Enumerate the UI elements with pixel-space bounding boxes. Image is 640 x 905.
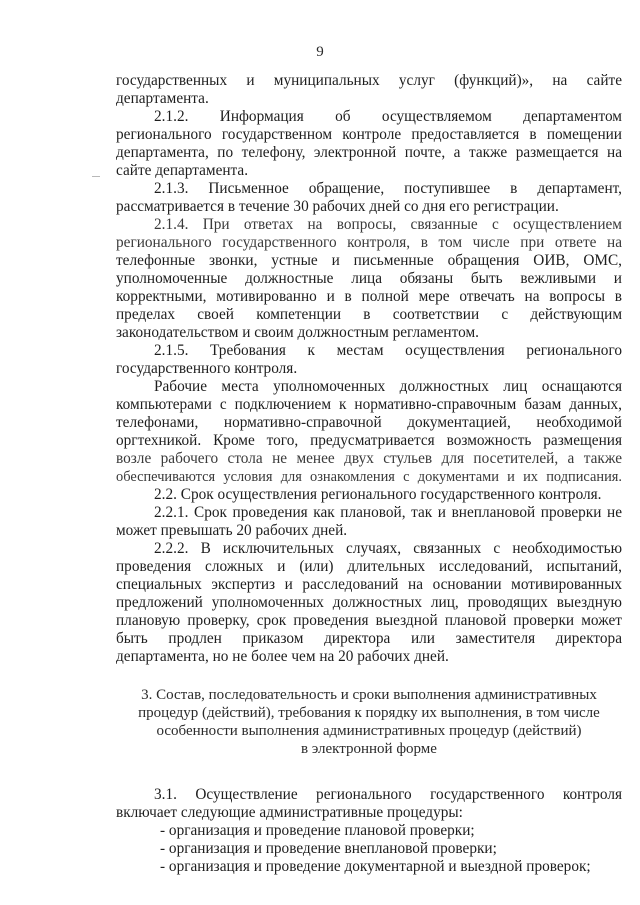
text-line-24: 2.2. Срок осуществления регионального государственного контроля. <box>154 486 602 503</box>
text-line-25-content: 2.2.1. Срок проведения как плановой, так и внеплановой проверки не <box>154 504 622 521</box>
text-line-27-content: 2.2.2. В исключительных случаях, связанных с необходимостью <box>154 540 622 557</box>
text-line-21 <box>116 432 622 450</box>
text-line-1-content: государственных и муниципальных услуг (функций)», на сайте <box>116 72 622 89</box>
text-line-6: сайте департамента. <box>116 162 249 179</box>
text-line-14-content: пределах своей компетенции в соответствии с действующим <box>116 306 622 323</box>
section3-line-1-content: 3.1. Осуществление регионального государственного контроля <box>154 786 622 803</box>
text-line-30-content: предложений уполномоченных должностных лиц, проводящих выездную <box>116 594 622 611</box>
text-line-29 <box>116 576 622 594</box>
text-line-18 <box>154 378 622 396</box>
text-line-16 <box>154 342 622 360</box>
text-line-25 <box>154 504 622 522</box>
text-line-7 <box>154 180 622 198</box>
text-line-18-content: Рабочие места уполномоченных должностных лиц оснащаются <box>154 378 622 395</box>
text-line-5 <box>116 144 622 162</box>
text-line-31 <box>116 612 622 630</box>
text-line-4 <box>116 126 622 144</box>
text-line-10-content: регионального государственного контроля, в том числе при ответе на <box>116 234 622 251</box>
text-line-28 <box>116 558 622 576</box>
text-line-27 <box>154 540 622 558</box>
text-line-19-content: компьютерами с подключением к нормативно-справочным базам данных, <box>116 396 622 413</box>
text-line-10 <box>116 234 622 252</box>
text-line-22 <box>116 450 622 468</box>
text-line-9 <box>154 216 622 234</box>
text-line-2: департамента. <box>116 90 209 107</box>
text-line-19 <box>116 396 622 414</box>
text-line-20 <box>116 414 622 432</box>
text-line-15: законодательством и своим должностным регламентом. <box>116 324 479 341</box>
text-line-8: рассматривается в течение 30 рабочих дней со дня его регистрации. <box>116 198 559 215</box>
list-item-3: - организация и проведение документарной и выездной проверок; <box>160 858 591 875</box>
text-line-12-content: уполномоченные должностные лица обязаны быть вежливыми и <box>116 270 622 287</box>
text-line-31-content: плановую проверку, срок проведения выездной плановой проверки может <box>116 612 622 629</box>
section-heading-line-1: 3. Состав, последовательность и сроки выполнения административных <box>141 687 597 703</box>
text-line-30 <box>116 594 622 612</box>
text-line-17: государственного контроля. <box>116 360 298 377</box>
list-item-2: - организация и проведение внеплановой проверки; <box>160 840 497 857</box>
text-line-32 <box>116 630 622 648</box>
text-line-23-content: обеспечиваются условия для ознакомления с документами и их подписания. <box>116 469 622 485</box>
section-heading-line-4: в электронной форме <box>301 741 437 757</box>
text-line-16-content: 2.1.5. Требования к местам осуществления регионального <box>154 342 622 359</box>
text-line-21-content: оргтехникой. Кроме того, предусматривается возможность размещения <box>116 432 622 449</box>
page-number: 9 <box>316 44 324 60</box>
text-line-9-content: 2.1.4. При ответах на вопросы, связанные с осуществлением <box>154 216 622 233</box>
text-line-28-content: проведения сложных и (или) длительных исследований, испытаний, <box>116 558 622 575</box>
text-line-12 <box>116 270 622 288</box>
text-line-14 <box>116 306 622 324</box>
text-line-22-content: возле рабочего стола не менее двух стульев для посетителей, а также <box>116 450 622 467</box>
text-line-29-content: специальных экспертиз и расследований на основании мотивированных <box>116 576 622 593</box>
section-heading-line-2: процедур (действий), требования к порядку их выполнения, в том числе <box>138 705 600 721</box>
list-item-1: - организация и проведение плановой проверки; <box>160 822 475 839</box>
section3-line-2: включает следующие административные процедуры: <box>116 804 463 821</box>
text-line-23 <box>116 468 622 486</box>
text-line-11 <box>116 252 622 270</box>
text-line-11-content: телефонные звонки, устные и письменные обращения ОИВ, ОМС, <box>116 252 622 269</box>
text-line-3-content: 2.1.2. Информация об осуществляемом департаментом <box>154 108 622 125</box>
text-line-5-content: департамента, по телефону, электронной почте, а также размещается на <box>116 144 622 161</box>
text-line-13-content: корректными, мотивированно и в полной мере отвечать на вопросы в <box>116 288 622 305</box>
section3-line-1 <box>154 786 622 804</box>
text-line-7-content: 2.1.3. Письменное обращение, поступившее в департамент, <box>154 180 622 197</box>
text-line-33: департамента, но не более чем на 20 рабочих дней. <box>116 648 449 665</box>
text-line-26: может превышать 20 рабочих дней. <box>116 522 348 539</box>
text-line-32-content: быть продлен приказом директора или заместителя директора <box>116 630 622 647</box>
section-heading-line-3: особенности выполнения административных процедур (действий) <box>156 723 582 739</box>
text-line-20-content: телефонами, нормативно-справочной документацией, необходимой <box>116 414 622 431</box>
text-line-3 <box>154 108 622 126</box>
text-line-13 <box>116 288 622 306</box>
text-line-1 <box>116 72 622 90</box>
text-line-4-content: регионального государственном контроле предоставляется в помещении <box>116 126 622 143</box>
margin-mark <box>92 176 100 177</box>
